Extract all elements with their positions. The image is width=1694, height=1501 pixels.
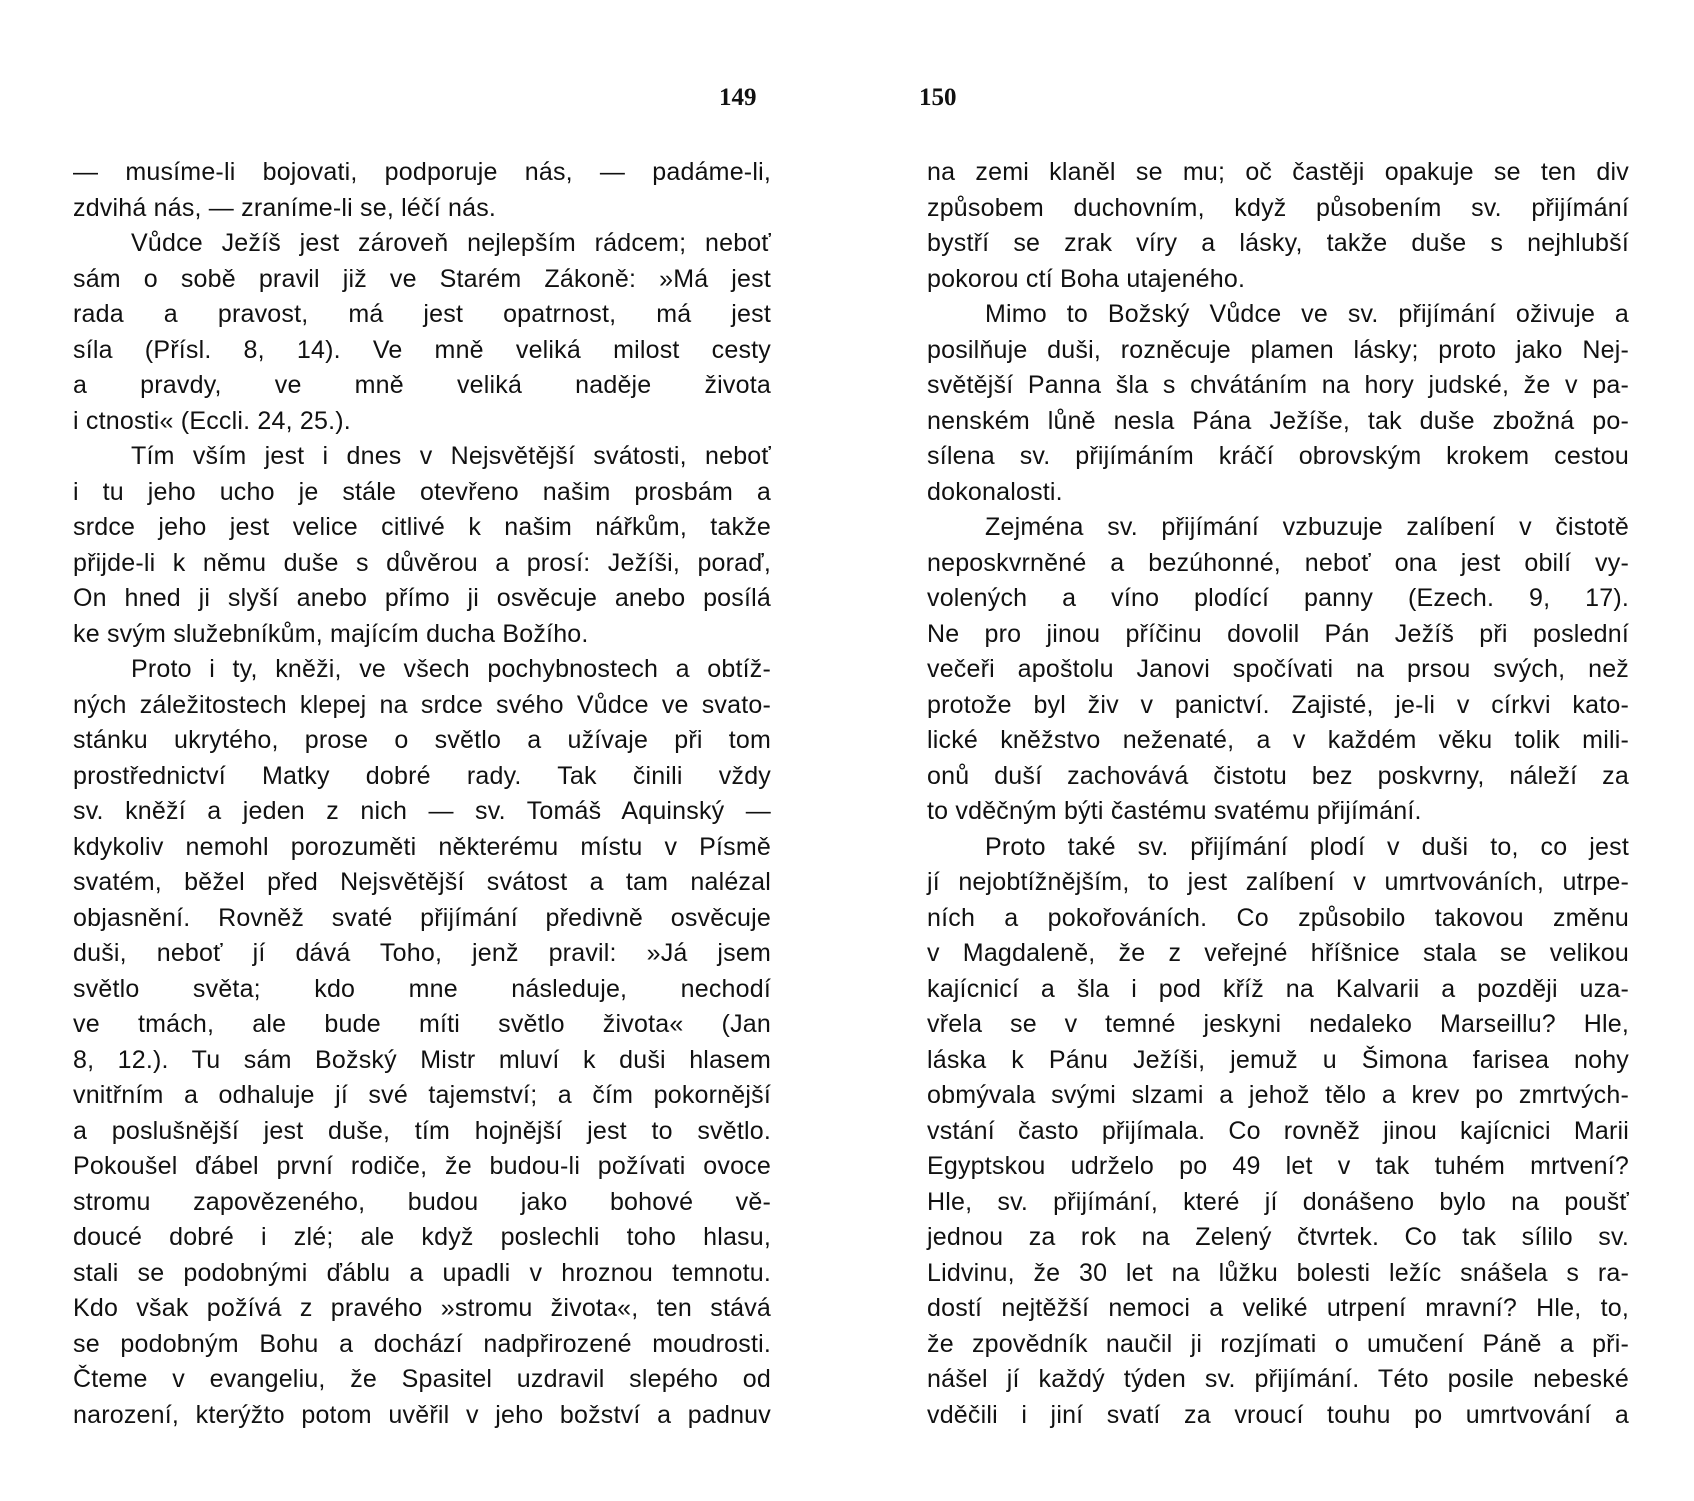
text-line: bystří se zrak víry a lásky, takže duše s nejhlubší xyxy=(927,229,1629,257)
text-line: sám o sobě pravil již ve Starém Zákoně: »Má jest xyxy=(73,264,771,293)
text-line: jí nejobtížnějším, to jest zalíbení v umrtvováních, utrpe- xyxy=(927,868,1629,896)
text-line: posilňuje duši, rozněcuje plamen lásky; proto jako Nej- xyxy=(927,335,1629,364)
text-line: Proto také sv. přijímání plodí v duši to, co jest xyxy=(985,832,1629,861)
text-line: prostřednictví Matky dobré rady. Tak činili vždy xyxy=(73,761,771,790)
text-line: přijde-li k němu duše s důvěrou a prosí: Ježíši, poraď, xyxy=(73,548,771,577)
text-line: síla (Přísl. 8, 14). Ve mně veliká milost cesty xyxy=(73,335,771,364)
text-line: neposkvrněné a bezúhonné, neboť ona jest obilí vy- xyxy=(927,548,1629,577)
text-line: vstání často přijímala. Co rovněž jinou kajícnici Marii xyxy=(927,1116,1629,1145)
page-number: 149 xyxy=(719,84,757,111)
text-line: způsobem duchovním, když působením sv. přijímání xyxy=(927,193,1629,222)
text-line: objasnění. Rovněž svaté přijímání předivně osvěcuje xyxy=(73,903,771,932)
text-line: srdce jeho jest velice citlivé k našim nářkům, takže xyxy=(73,513,771,541)
text-line: On hned ji slyší anebo přímo ji osvěcuje anebo posílá xyxy=(73,584,771,612)
text-line: jednou za rok na Zelený čtvrtek. Co tak sílilo sv. xyxy=(927,1223,1629,1251)
text-line: ke svým služebníkům, majícím ducha Božího. xyxy=(73,619,589,648)
text-line: nenském lůně nesla Pána Ježíše, tak duše zbožná po- xyxy=(927,406,1629,435)
text-line: vděčili i jiní svatí za vroucí touhu po umrtvování a xyxy=(927,1400,1629,1429)
text-line: rada a pravost, má jest opatrnost, má jest xyxy=(73,300,771,328)
text-line: dostí nejtěžší nemoci a veliké utrpení mravní? Hle, to, xyxy=(927,1294,1629,1322)
text-line: stromu zapovězeného, budou jako bohové vě- xyxy=(73,1187,771,1216)
page-text xyxy=(927,155,1629,1433)
text-line: Čteme v evangeliu, že Spasitel uzdravil slepého od xyxy=(73,1365,771,1393)
text-line: sv. kněží a jeden z nich — sv. Tomáš Aquinský — xyxy=(73,797,771,825)
text-line: protože byl živ v panictví. Zajisté, je-li v církvi kato- xyxy=(927,690,1629,719)
text-line: se podobným Bohu a dochází nadpřirozené moudrosti. xyxy=(73,1329,771,1358)
text-line: a pravdy, ve mně veliká naděje života xyxy=(73,371,771,399)
text-line: vnitřním a odhaluje jí své tajemství; a čím pokornější xyxy=(73,1081,771,1109)
text-line: — musíme-li bojovati, podporuje nás, — padáme-li, xyxy=(73,158,771,186)
text-line: lické kněžstvo neženaté, a v každém věku tolik mili- xyxy=(927,726,1629,754)
text-line: vřela se v temné jeskyni nedaleko Marseillu? Hle, xyxy=(927,1010,1629,1038)
text-line: Egyptskou udrželo po 49 let v tak tuhém mrtvení? xyxy=(927,1152,1629,1180)
text-line: doucé dobré i zlé; ale když poslechli toho hlasu, xyxy=(73,1223,771,1251)
text-line: kajícnicí a šla i pod kříž na Kalvarii a později uza- xyxy=(927,974,1629,1003)
text-line: kdykoliv nemohl porozuměti některému místu v Písmě xyxy=(73,832,771,861)
text-line: světější Panna šla s chvátáním na hory judské, že v pa- xyxy=(927,371,1629,399)
text-line: Mimo to Božský Vůdce ve sv. přijímání oživuje a xyxy=(985,300,1629,328)
text-line: v Magdaleně, že z veřejné hříšnice stala se velikou xyxy=(927,939,1629,967)
text-line: Tím vším jest i dnes v Nejsvětější svátosti, neboť xyxy=(131,442,771,470)
text-line: i ctnosti« (Eccli. 24, 25.). xyxy=(73,406,351,435)
text-line: narození, kterýžto potom uvěřil v jeho božství a padnuv xyxy=(73,1400,771,1429)
text-line: dokonalosti. xyxy=(927,477,1063,506)
text-line: Zejména sv. přijímání vzbuzuje zalíbení v čistotě xyxy=(985,513,1629,541)
text-line: světlo světa; kdo mne následuje, nechodí xyxy=(73,974,771,1003)
text-line: Proto i ty, kněži, ve všech pochybnostech a obtíž- xyxy=(131,655,771,683)
text-line: to vděčným býti častému svatému přijímání. xyxy=(927,797,1422,825)
text-line: Vůdce Ježíš jest zároveň nejlepším rádcem; neboť xyxy=(131,229,771,257)
text-line: ných záležitostech klepej na srdce svého Vůdce ve svato- xyxy=(73,690,771,719)
text-line: Kdo však požívá z pravého »stromu života«, ten stává xyxy=(73,1294,771,1322)
text-line: večeři apoštolu Janovi spočívati na prsou svých, než xyxy=(927,655,1629,683)
text-line: zdvihá nás, — zraníme-li se, léčí nás. xyxy=(73,193,497,222)
text-line: že zpovědník naučil ji rozjímati o umučení Páně a při- xyxy=(927,1329,1629,1358)
text-line: pokorou ctí Boha utajeného. xyxy=(927,264,1246,293)
text-line: 8, 12.). Tu sám Božský Mistr mluví k duši hlasem xyxy=(73,1045,771,1074)
text-line: stánku ukrytého, prose o světlo a užívaje při tom xyxy=(73,726,771,754)
text-line: ve tmách, ale bude míti světlo života« (Jan xyxy=(73,1010,771,1038)
text-line: onů duší zachovává čistotu bez poskvrny, náleží za xyxy=(927,761,1629,790)
page-number: 150 xyxy=(919,84,957,111)
text-line: sílena sv. přijímáním kráčí obrovským krokem cestou xyxy=(927,442,1629,470)
text-line: láska k Pánu Ježíši, jemuž u Šimona farisea nohy xyxy=(927,1045,1629,1074)
text-line: duši, neboť jí dává Toho, jenž pravil: »Já jsem xyxy=(73,939,771,967)
text-line: nášel jí každý týden sv. přijímání. Této posile nebeské xyxy=(927,1365,1629,1393)
text-line: i tu jeho ucho je stále otevřeno našim prosbám a xyxy=(73,477,771,506)
text-line: ních a pokořováních. Co způsobilo takovou změnu xyxy=(927,903,1629,932)
text-line: volených a víno plodící panny (Ezech. 9, 17). xyxy=(927,584,1629,612)
text-line: Ne pro jinou příčinu dovolil Pán Ježíš při poslední xyxy=(927,619,1629,648)
text-line: Hle, sv. přijímání, které jí donášeno bylo na poušť xyxy=(927,1187,1629,1216)
text-line: Lidvinu, že 30 let na lůžku bolesti ležíc snášela s ra- xyxy=(927,1258,1629,1287)
text-line: na zemi klaněl se mu; oč častěji opakuje se ten div xyxy=(927,158,1629,186)
text-line: stali se podobnými ďáblu a upadli v hroznou temnotu. xyxy=(73,1258,771,1287)
text-line: svatém, běžel před Nejsvětější svátost a tam nalézal xyxy=(73,868,771,896)
text-line: obmývala svými slzami a jehož tělo a krev po zmrtvých- xyxy=(927,1081,1629,1109)
text-line: a poslušnější jest duše, tím hojnější jest to světlo. xyxy=(73,1116,771,1145)
text-line: Pokoušel ďábel první rodiče, že budou-li požívati ovoce xyxy=(73,1152,771,1180)
page-text xyxy=(73,155,771,1433)
right-page xyxy=(847,0,1694,1501)
